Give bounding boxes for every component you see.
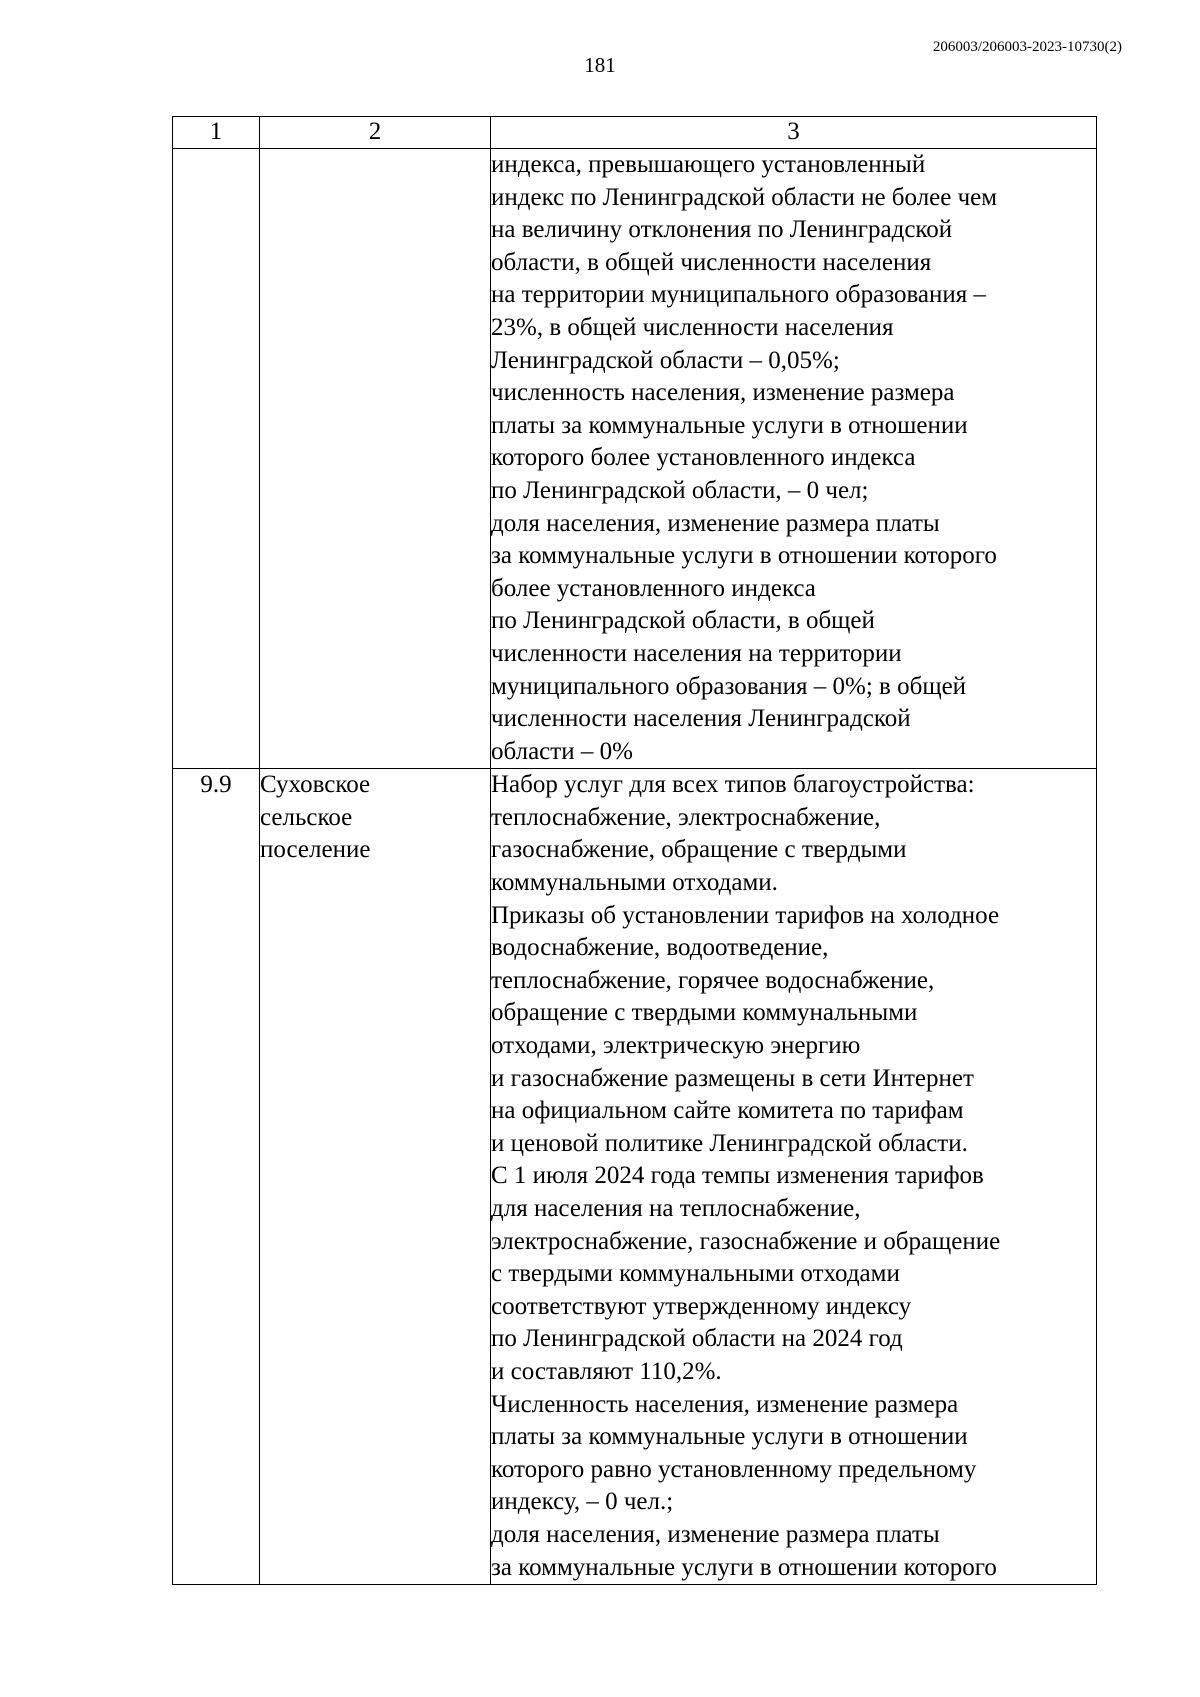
text-line: области – 0% xyxy=(491,737,633,765)
text-line: теплоснабжение, электроснабжение, xyxy=(491,803,881,831)
document-id: 206003/206003-2023-10730(2) xyxy=(932,39,1122,55)
text-line: и газоснабжение размещены в сети Интернет xyxy=(491,1064,974,1092)
text-line: Численность населения, изменение размера xyxy=(491,1390,959,1418)
page-number: 181 xyxy=(584,53,616,77)
text-line: более установленного индекса xyxy=(491,574,816,602)
text-line: для населения на теплоснабжение, xyxy=(491,1195,861,1222)
text-line: которого более установленного индекса xyxy=(491,444,916,472)
text-line: коммунальными отходами. xyxy=(491,869,778,897)
row-number-cell xyxy=(173,149,260,769)
table-row-continuation xyxy=(173,149,1097,769)
text-line: на территории муниципального образования – xyxy=(491,281,987,309)
text-line: платы за коммунальные услуги в отношении xyxy=(491,411,968,439)
text-line: платы за коммунальные услуги в отношении xyxy=(491,1423,968,1451)
text-line: численность населения, изменение размера xyxy=(491,379,955,407)
text-line: индекс по Ленинградской области не более чем xyxy=(491,183,998,211)
column-header-1: 1 xyxy=(173,117,260,149)
text-line: газоснабжение, обращение с твердыми xyxy=(491,836,907,864)
table-row xyxy=(173,769,1097,1585)
text-line: С 1 июля 2024 года темпы изменения тарифов xyxy=(491,1162,984,1190)
text-line: численности населения на территории xyxy=(491,639,902,667)
text-line: по Ленинградской области, в общей xyxy=(491,607,875,635)
text-line: поселение xyxy=(260,836,371,864)
text-line: численности населения Ленинградской xyxy=(491,705,911,733)
text-line: доля населения, изменение размера платы xyxy=(491,1520,940,1548)
text-line: на величину отклонения по Ленинградской xyxy=(491,216,953,244)
text-line: муниципального образования – 0%; в общей xyxy=(491,672,967,700)
text-line: области, в общей численности населения xyxy=(491,248,932,276)
text-line: сельское xyxy=(260,803,353,831)
text-line: и составляют 110,2%. xyxy=(491,1357,722,1385)
text-line: индексу, – 0 чел.; xyxy=(491,1488,674,1516)
column-header-3: 3 xyxy=(491,117,1097,149)
row-number-cell: 9.9 xyxy=(173,769,260,1585)
text-line: за коммунальные услуги в отношении которого xyxy=(491,1553,997,1581)
text-line: электроснабжение, газоснабжение и обращение xyxy=(491,1227,1001,1255)
text-line: по Ленинградской области, – 0 чел; xyxy=(491,476,869,504)
text-line: отходами, электрическую энергию xyxy=(491,1032,861,1060)
text-line: и ценовой политике Ленинградской области. xyxy=(491,1129,968,1157)
text-line: Приказы об установлении тарифов на холодное xyxy=(491,901,1000,929)
text-line: 23%, в общей численности населения xyxy=(491,313,894,341)
text-line: на официальном сайте комитета по тарифам xyxy=(491,1097,964,1125)
data-table xyxy=(172,116,1097,1585)
settlement-name-cell xyxy=(260,149,491,769)
column-header-2: 2 xyxy=(260,117,491,149)
text-line: с твердыми коммунальными отходами xyxy=(491,1260,900,1288)
text-line: соответствуют утвержденному индексу xyxy=(491,1292,912,1320)
text-line: доля населения, изменение размера платы xyxy=(491,509,940,537)
text-line: индекса, превышающего установленный xyxy=(491,151,926,178)
text-line: Ленинградской области – 0,05%; xyxy=(491,346,840,374)
text-line: по Ленинградской области на 2024 год xyxy=(491,1325,903,1353)
settlement-name-cell xyxy=(260,769,491,1585)
text-line: теплоснабжение, горячее водоснабжение, xyxy=(491,966,935,994)
description-cell xyxy=(491,769,1097,1585)
text-line: которого равно установленному предельному xyxy=(491,1455,977,1483)
text-line: за коммунальные услуги в отношении которого xyxy=(491,542,997,570)
table-header-row xyxy=(173,117,1097,149)
description-cell xyxy=(491,149,1097,769)
text-line: Суховское xyxy=(260,771,371,799)
text-line: обращение с твердыми коммунальными xyxy=(491,999,918,1027)
text-line: водоснабжение, водоотведение, xyxy=(491,934,829,962)
text-line: Набор услуг для всех типов благоустройства: xyxy=(491,771,975,799)
